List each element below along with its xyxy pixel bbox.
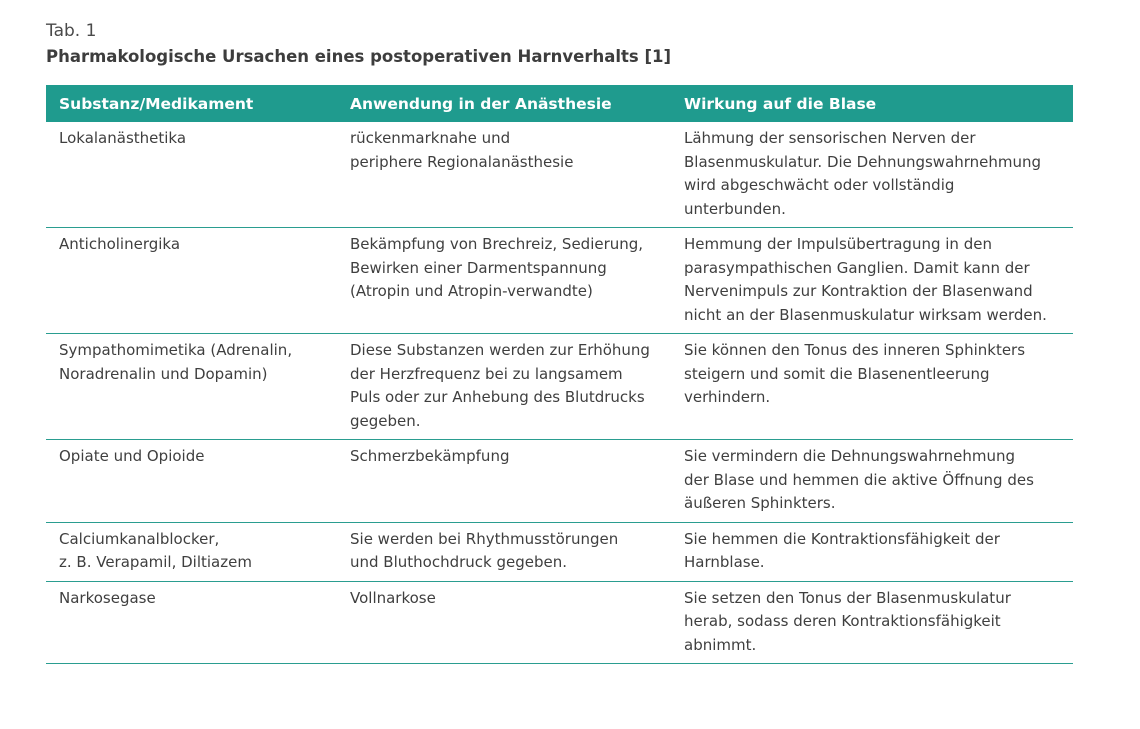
cell-application: [337, 440, 671, 523]
header-effect: Wirkung auf die Blase: [671, 85, 1073, 122]
cell-text: Opiate und Opioide: [59, 447, 205, 465]
cell-substance: [46, 522, 337, 581]
table-row: [46, 228, 1073, 334]
cell-application: [337, 228, 671, 334]
cell-text: Sie hemmen die Kontraktionsfähigkeit der Harnblase.: [684, 529, 1000, 571]
table-row: [46, 581, 1073, 664]
header-application: Anwendung in der Anästhesie: [337, 85, 671, 122]
cell-text: Calciumkanalblocker, z. B. Verapamil, Diltiazem: [59, 529, 252, 571]
cell-effect: [671, 581, 1073, 664]
cell-application: [337, 122, 671, 228]
cell-application: [337, 581, 671, 664]
header-substance: Substanz/Medikament: [46, 85, 337, 122]
header-row: [46, 85, 1073, 122]
cell-text: Anticholinergika: [59, 235, 181, 253]
cell-text: Sympathomimetika (Adrenalin, Noradrenalin und Dopamin): [59, 341, 293, 383]
table-title: Pharmakologische Ursachen eines postoperativen Harnverhalts [1]: [46, 47, 672, 66]
table-row: [46, 522, 1073, 581]
cell-substance: [46, 440, 337, 523]
cell-effect: [671, 334, 1073, 440]
cell-substance: [46, 228, 337, 334]
cell-text: Lähmung der sensorischen Nerven der Blasenmuskulatur. Die Dehnungswahrnehmung wird abgeschwächt oder vollständig unterbunden.: [684, 129, 1042, 218]
table-row: [46, 440, 1073, 523]
table-row: [46, 334, 1073, 440]
cell-text: Bekämpfung von Brechreiz, Sedierung, Bewirken einer Darmentspannung (Atropin und Atropin-verwandte): [350, 235, 644, 300]
cell-text: Sie setzen den Tonus der Blasenmuskulatur herab, sodass deren Kontraktionsfähigkeit abnimmt.: [684, 588, 1011, 654]
table-header: [46, 85, 1073, 122]
cell-text: Sie können den Tonus des inneren Sphinkters steigern und somit die Blasenentleerung verhindern.: [684, 341, 1026, 406]
cell-effect: [671, 522, 1073, 581]
cell-substance: [46, 122, 337, 228]
cell-effect: [671, 228, 1073, 334]
cell-substance: [46, 334, 337, 440]
cell-effect: [671, 440, 1073, 523]
pharmacology-table: [46, 85, 1073, 664]
cell-text: Vollnarkose: [350, 588, 436, 607]
table-number: Tab. 1: [46, 21, 97, 41]
cell-text: Schmerzbekämpfung: [350, 447, 510, 465]
cell-text: Hemmung der Impulsübertragung in den parasympathischen Ganglien. Damit kann der Nervenimpuls zur Kontraktion der Blasenwand nicht an der Blasenmuskulatur wirksam werden.: [684, 235, 1047, 324]
cell-text: rückenmarknahe und periphere Regionalanästhesie: [350, 129, 574, 171]
cell-application: [337, 522, 671, 581]
table-figure: [46, 20, 1073, 664]
table-row: [46, 122, 1073, 228]
cell-text: Sie vermindern die Dehnungswahrnehmung der Blase und hemmen die aktive Öffnung des äußeren Sphinkters.: [684, 447, 1034, 512]
cell-application: [337, 334, 671, 440]
cell-text: Narkosegase: [59, 588, 156, 607]
cell-substance: [46, 581, 337, 664]
cell-text: Lokalanästhetika: [59, 129, 187, 147]
cell-text: Sie werden bei Rhythmusstörungen und Bluthochdruck gegeben.: [350, 529, 619, 571]
cell-effect: [671, 122, 1073, 228]
cell-text: Diese Substanzen werden zur Erhöhung der Herzfrequenz bei zu langsamem Puls oder zur Anhebung des Blutdrucks gegeben.: [350, 341, 650, 430]
table-body: [46, 122, 1073, 664]
